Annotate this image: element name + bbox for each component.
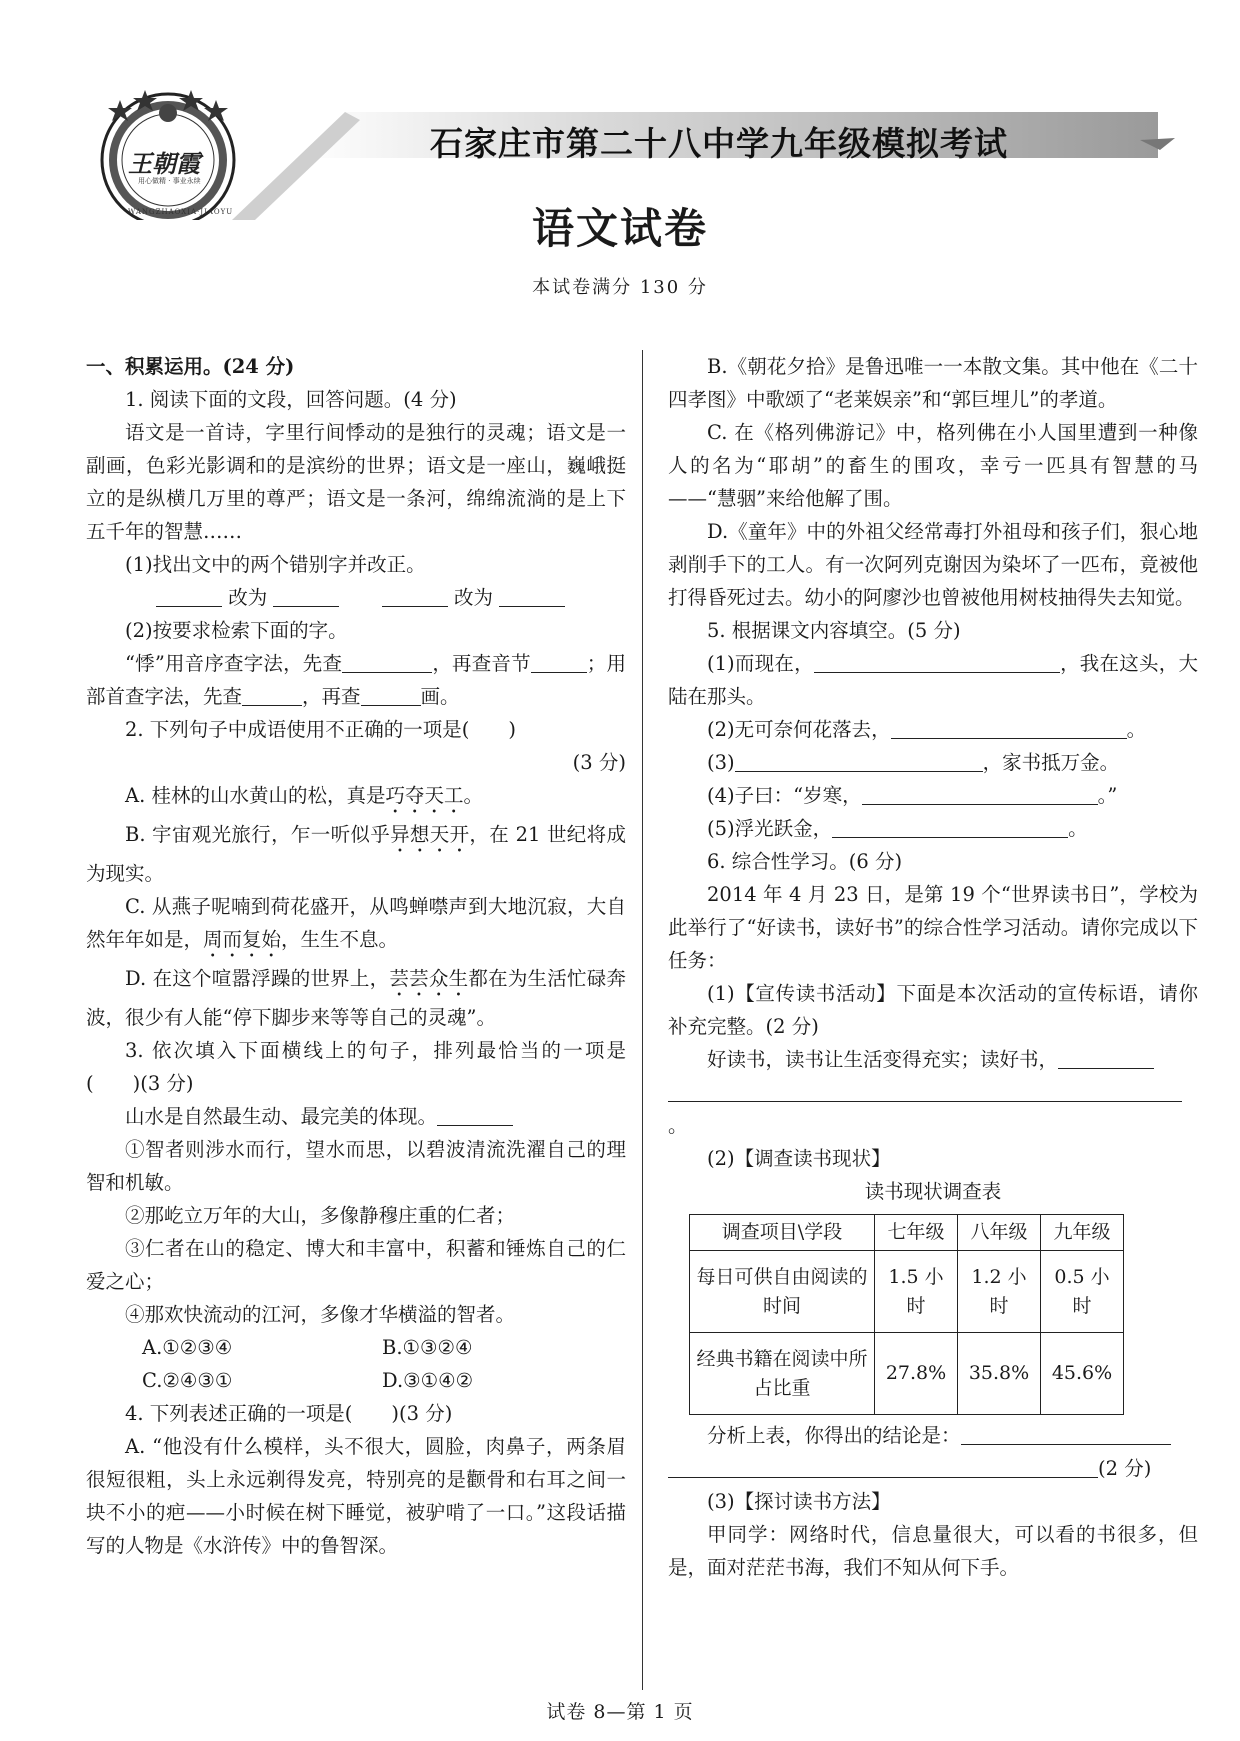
q6-stem: 6. 综合性学习。(6 分) (707, 850, 903, 873)
q5-line-4: (4)子曰：“岁寒， 。” (707, 784, 1118, 807)
full-score: 本试卷满分 130 分 (532, 277, 708, 298)
q6-slogan-cont: 。 (668, 1076, 1198, 1142)
q6-analysis: 分析上表，你得出的结论是： (668, 1419, 1198, 1452)
table-cell: 1.5 小时 (875, 1251, 958, 1333)
q5-stem: 5. 根据课文内容填空。(5 分) (707, 619, 961, 642)
q2-option-a: A. 桂林的山水黄山的松，真是巧夺天工。 (125, 784, 484, 807)
q3-option-a[interactable]: A.①②③④ (142, 1336, 233, 1359)
q4-option-a: A. “他没有什么模样，头不很大，圆脸，肉鼻子，两条眉很短很粗，头上永远剃得发亮，特别亮的是颧骨和右耳之间一块不小的疤——小时候在树下睡觉，被驴啃了一口。”这段话描写的人物是《水浒传》中的鲁智深。 (86, 1435, 626, 1557)
answer-blank[interactable] (891, 716, 1127, 739)
answer-blank[interactable] (668, 1455, 1098, 1478)
q6-student-a: 甲同学：网络时代，信息量很大，可以看的书很多，但是，面对茫茫书海，我们不知从何下手。 (668, 1523, 1198, 1579)
q6-intro: 2014 年 4 月 23 日，是第 19 个“世界读书日”，学校为此举行了“好读书，读好书”的综合性学习活动。请你完成以下任务： (668, 883, 1198, 972)
q1-sub1: (1)找出文中的两个错别字并改正。 (125, 553, 426, 576)
table-header: 九年级 (1041, 1215, 1124, 1251)
logo-ring-text: WANGZHAOXIA·JIAOYU (128, 208, 234, 216)
survey-table (689, 1214, 1124, 1415)
header-banner (0, 0, 1240, 220)
q3-stem: 3. 依次填入下面横线上的句子，排列最恰当的一项是( )(3 分) (86, 1039, 626, 1095)
q1-answer-line (86, 581, 626, 614)
change-to-label: 改为 (454, 586, 494, 609)
table-cell: 0.5 小时 (1041, 1251, 1124, 1333)
exam-name: 石家庄市第二十八中学九年级模拟考试 (430, 124, 1008, 163)
q1-sub2: (2)按要求检索下面的字。 (125, 619, 348, 642)
change-to-label: 改为 (228, 586, 268, 609)
answer-blank[interactable] (531, 650, 587, 673)
table-header-row (690, 1215, 1124, 1251)
q4-stem: 4. 下列表述正确的一项是( )(3 分) (125, 1402, 453, 1425)
logo-text: 王朝霞 (128, 149, 200, 178)
answer-blank[interactable] (499, 584, 565, 607)
section-heading: 一、积累运用。(24 分) (86, 355, 295, 378)
table-header: 八年级 (958, 1215, 1041, 1251)
table-row (690, 1333, 1124, 1415)
q6-slogan: 好读书，读书让生活变得充实；读好书， (668, 1043, 1198, 1076)
table-header: 调查项目\学段 (690, 1215, 875, 1251)
answer-blank[interactable] (862, 782, 1098, 805)
q3-sentence-3: ③仁者在山的稳定、博大和丰富中，积蓄和锤炼自己的仁爱之心； (86, 1237, 626, 1293)
q5-line-1: (1)而现在， ，我在这头，大陆在那头。 (668, 652, 1198, 708)
answer-blank[interactable] (735, 749, 983, 772)
answer-blank[interactable] (437, 1103, 513, 1126)
q4-option-b: B.《朝花夕拾》是鲁迅唯一一本散文集。其中他在《二十四孝图》中歌颂了“老莱娱亲”和“郭巨埋儿”的孝道。 (668, 355, 1198, 411)
q2-option-c: C. 从燕子呢喃到荷花盛开，从鸣蝉噤声到大地沉寂，大自然年年如是，周而复始，生生不息。 (86, 895, 626, 951)
q4-option-d: D.《童年》中的外祖父经常毒打外祖母和孩子们，狠心地剥削手下的工人。有一次阿列克谢因为染坏了一匹布，竟被他打得昏死过去。幼小的阿廖沙也曾被他用树枝抽得失去知觉。 (668, 520, 1198, 609)
q3-sentence-2: ②那屹立万年的大山，多像静穆庄重的仁者； (125, 1204, 516, 1227)
q2-option-d: D. 在这个喧嚣浮躁的世界上，芸芸众生都在为生活忙碌奔波，很少有人能“停下脚步来等等自己的灵魂”。 (86, 967, 626, 1029)
q2-points: (3 分) (572, 751, 626, 774)
answer-blank[interactable] (1058, 1046, 1154, 1069)
q3-lead: 山水是自然最生动、最完美的体现。 (86, 1100, 626, 1133)
q3-option-c[interactable]: C.②④③① (142, 1369, 233, 1392)
answer-blank[interactable] (242, 683, 302, 706)
q6-task-3: (3)【探讨读书方法】 (707, 1490, 891, 1513)
table-cell: 1.2 小时 (958, 1251, 1041, 1333)
q6-task-2: (2)【调查读书现状】 (707, 1147, 891, 1170)
answer-blank[interactable] (156, 584, 222, 607)
left-column (86, 350, 626, 1562)
answer-blank[interactable] (342, 650, 432, 673)
q6-task-1: (1)【宣传读书活动】下面是本次活动的宣传标语，请你补充完整。(2 分) (668, 982, 1198, 1038)
q1-passage: 语文是一首诗，字里行间悸动的是独行的灵魂；语文是一副画，色彩光影调和的是滨纷的世界；语文是一座山，巍峨挺立的是纵横几万里的尊严；语文是一条河，绵绵流淌的是上下五千年的智慧…… (86, 421, 626, 543)
paper-title: 语文试卷 (531, 204, 708, 253)
q3-option-d[interactable]: D.③①④② (382, 1369, 474, 1392)
table-cell: 27.8% (875, 1333, 958, 1415)
q3-options-row1 (86, 1331, 626, 1364)
table-row (690, 1251, 1124, 1333)
q3-sentence-4: ④那欢快流动的江河，多像才华横溢的智者。 (125, 1303, 516, 1326)
answer-blank[interactable] (273, 584, 339, 607)
q2-stem: 2. 下列句子中成语使用不正确的一项是( ) (125, 718, 517, 741)
q3-options-row2 (86, 1364, 626, 1397)
q6-analysis-cont: (2 分) (668, 1452, 1198, 1485)
q2-option-b: B. 宇宙观光旅行，乍一听似乎异想天开，在 21 世纪将成为现实。 (86, 823, 626, 885)
page-footer: 试卷 8—第 1 页 (546, 1701, 694, 1723)
answer-blank[interactable] (814, 650, 1060, 673)
q1-stem: 1. 阅读下面的文段，回答问题。(4 分) (125, 388, 457, 411)
survey-table-title: 读书现状调查表 (864, 1180, 1002, 1203)
column-divider (642, 350, 643, 1690)
table-cell-label: 经典书籍在阅读中所占比重 (690, 1333, 875, 1415)
q3-option-b[interactable]: B.①③②④ (382, 1336, 473, 1359)
logo-motto: 用心做精 · 事业永续 (138, 177, 201, 185)
table-cell: 45.6% (1041, 1333, 1124, 1415)
right-column (668, 350, 1198, 1584)
q4-option-c: C. 在《格列佛游记》中，格列佛在小人国里遭到一种像人的名为“耶胡”的畜生的围攻，幸亏一匹具有智慧的马——“慧骃”来给他解了围。 (668, 421, 1198, 510)
q3-sentence-1: ①智者则涉水而行，望水而思，以碧波清流洗濯自己的理智和机敏。 (86, 1138, 626, 1194)
q5-line-2: (2)无可奈何花落去， 。 (707, 718, 1147, 741)
table-header: 七年级 (875, 1215, 958, 1251)
answer-blank[interactable] (668, 1079, 1182, 1102)
answer-blank[interactable] (382, 584, 448, 607)
q1-sub2-body: “悸”用音序查字法，先查 ，再查音节 ；用部首查字法，先查 ，再查 画。 (86, 652, 626, 708)
answer-blank[interactable] (361, 683, 421, 706)
table-cell-label: 每日可供自由阅读的时间 (690, 1251, 875, 1333)
q5-line-3: (3) ，家书抵万金。 (707, 751, 1120, 774)
table-cell: 35.8% (958, 1333, 1041, 1415)
answer-blank[interactable] (961, 1422, 1171, 1445)
answer-blank[interactable] (832, 815, 1068, 838)
q5-line-5: (5)浮光跃金， 。 (707, 817, 1088, 840)
